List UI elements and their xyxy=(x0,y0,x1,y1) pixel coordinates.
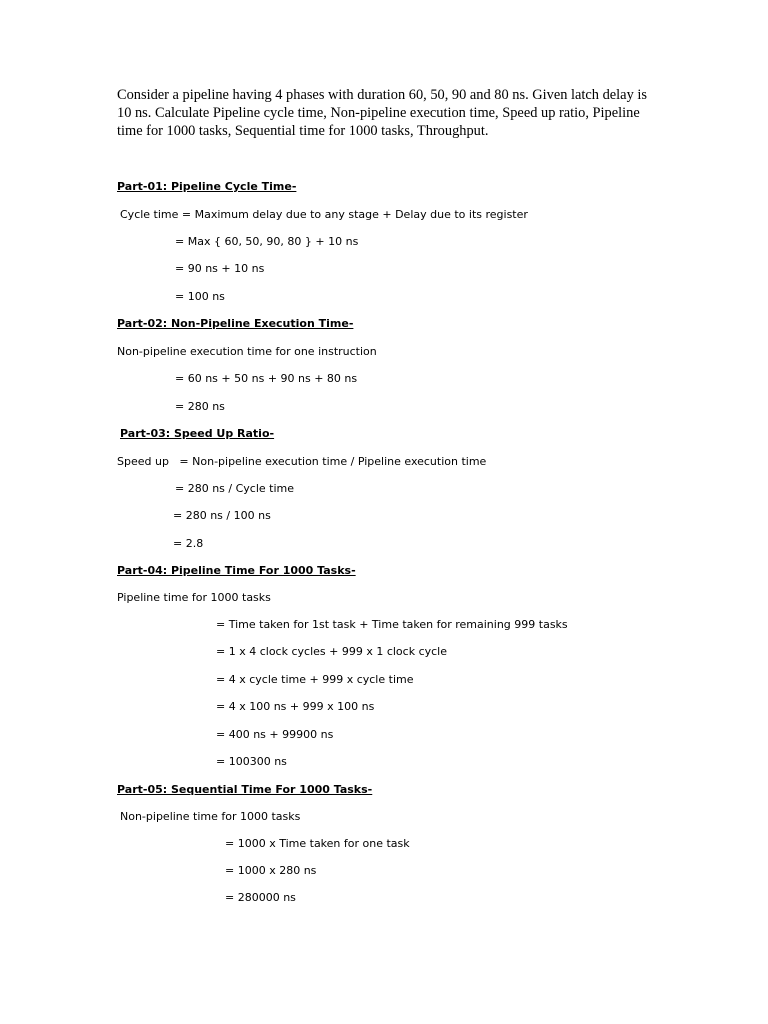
part5-line-3: = 1000 x 280 ns xyxy=(225,864,317,877)
part5-line-1: Non-pipeline time for 1000 tasks xyxy=(120,810,301,823)
part4-line-4: = 4 x cycle time + 999 x cycle time xyxy=(216,673,414,686)
part4-line-2: = Time taken for 1st task + Time taken for remaining 999 tasks xyxy=(216,618,568,631)
part3-line-4: = 2.8 xyxy=(173,537,204,550)
part2-line-1: Non-pipeline execution time for one instruction xyxy=(117,345,377,358)
part5-line-2: = 1000 x Time taken for one task xyxy=(225,837,410,850)
part2-line-2: = 60 ns + 50 ns + 90 ns + 80 ns xyxy=(175,372,358,385)
part2-heading: Part-02: Non-Pipeline Execution Time- xyxy=(117,317,354,330)
part1-line-3: = 90 ns + 10 ns xyxy=(175,262,265,275)
part4-line-3: = 1 x 4 clock cycles + 999 x 1 clock cycle xyxy=(216,645,447,658)
part5-line-4: = 280000 ns xyxy=(225,891,296,904)
part4-line-5: = 4 x 100 ns + 999 x 100 ns xyxy=(216,700,375,713)
part2-line-3: = 280 ns xyxy=(175,400,225,413)
part4-heading: Part-04: Pipeline Time For 1000 Tasks- xyxy=(117,564,356,577)
part4-line-6: = 400 ns + 99900 ns xyxy=(216,728,334,741)
part4-line-1: Pipeline time for 1000 tasks xyxy=(117,591,271,604)
part4-line-7: = 100300 ns xyxy=(216,755,287,768)
part5-heading: Part-05: Sequential Time For 1000 Tasks- xyxy=(117,783,373,796)
part3-heading: Part-03: Speed Up Ratio- xyxy=(120,427,275,440)
part1-heading: Part-01: Pipeline Cycle Time- xyxy=(117,180,297,193)
part1-line-1: Cycle time = Maximum delay due to any stage + Delay due to its register xyxy=(120,208,528,221)
part3-line-1: Speed up = Non-pipeline execution time / Pipeline execution time xyxy=(117,455,487,468)
part3-line-2: = 280 ns / Cycle time xyxy=(175,482,295,495)
part1-line-2: = Max { 60, 50, 90, 80 } + 10 ns xyxy=(175,235,359,248)
part3-line-3: = 280 ns / 100 ns xyxy=(173,509,271,522)
part1-line-4: = 100 ns xyxy=(175,290,225,303)
problem-statement: Consider a pipeline having 4 phases with duration 60, 50, 90 and 80 ns. Given latch delay is 10 ns. Calculate Pipeline cycle time, Non-pipeline execution time, Speed up ratio, Pipeline time for 1000 tasks, Sequential time for 1000 tasks, Throughput. xyxy=(117,87,647,139)
